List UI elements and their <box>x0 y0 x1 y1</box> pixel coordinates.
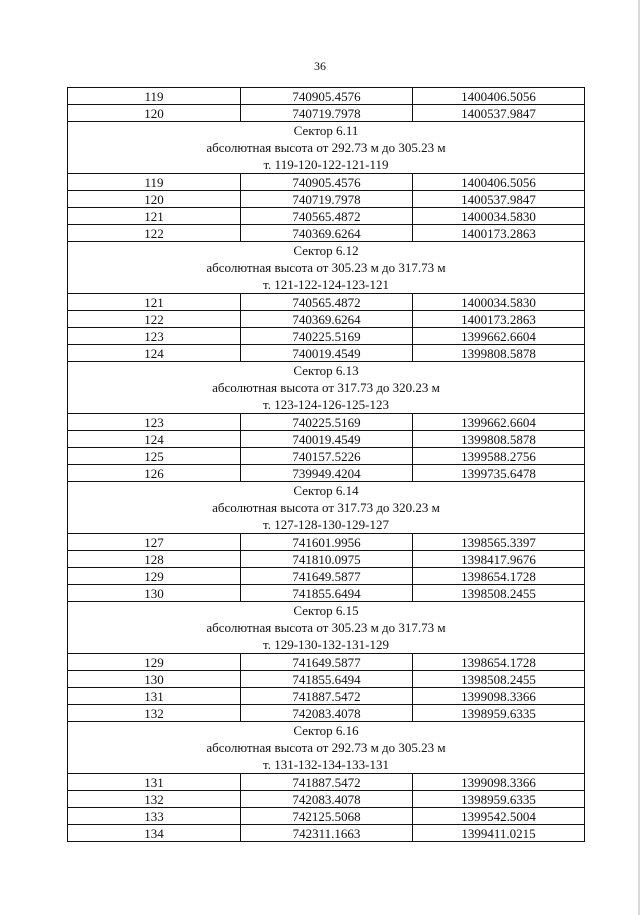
sector-title <box>68 722 585 740</box>
coordinate-y: 1400537.9847 <box>413 191 585 208</box>
sector-altitude <box>68 739 585 756</box>
sector-altitude-cell: абсолютная высота от 305.23 м до 317.73 м <box>68 259 585 276</box>
sector-title <box>68 242 585 260</box>
point-number: 121 <box>68 294 241 311</box>
point-number: 120 <box>68 105 241 122</box>
coordinate-x: 741855.6494 <box>241 585 413 602</box>
sector-altitude-cell: абсолютная высота от 292.73 м до 305.23 м <box>68 139 585 156</box>
table-row <box>68 671 585 688</box>
point-number: 134 <box>68 825 241 842</box>
coordinate-y: 1400173.2863 <box>413 225 585 242</box>
point-number: 128 <box>68 551 241 568</box>
coordinate-y: 1399735.6478 <box>413 465 585 482</box>
sector-title <box>68 122 585 140</box>
coordinate-x: 740019.4549 <box>241 431 413 448</box>
coordinate-y: 1400034.5830 <box>413 294 585 311</box>
table-row <box>68 808 585 825</box>
coordinate-x: 739949.4204 <box>241 465 413 482</box>
table-row <box>68 414 585 431</box>
point-number: 125 <box>68 448 241 465</box>
sector-points <box>68 156 585 174</box>
coordinate-y: 1398654.1728 <box>413 568 585 585</box>
coordinate-x: 740719.7978 <box>241 191 413 208</box>
point-number: 122 <box>68 225 241 242</box>
sector-points <box>68 396 585 414</box>
coordinate-y: 1398959.6335 <box>413 791 585 808</box>
coordinate-y: 1399542.5004 <box>413 808 585 825</box>
point-number: 123 <box>68 328 241 345</box>
coordinate-x: 742083.4078 <box>241 791 413 808</box>
sector-title-cell: Сектор 6.14 <box>68 482 585 500</box>
coordinate-x: 741810.0975 <box>241 551 413 568</box>
table-row <box>68 534 585 551</box>
page-number: 36 <box>314 59 326 73</box>
sector-altitude <box>68 619 585 636</box>
sector-points-cell: т. 121-122-124-123-121 <box>68 276 585 294</box>
point-number: 122 <box>68 311 241 328</box>
coordinate-x: 742311.1663 <box>241 825 413 842</box>
coordinate-x: 740157.5226 <box>241 448 413 465</box>
point-number: 119 <box>68 88 241 105</box>
point-number: 124 <box>68 431 241 448</box>
coordinate-x: 740369.6264 <box>241 311 413 328</box>
sector-altitude <box>68 499 585 516</box>
sector-altitude <box>68 259 585 276</box>
table-row <box>68 551 585 568</box>
sector-altitude <box>68 379 585 396</box>
table-row <box>68 225 585 242</box>
table-row <box>68 191 585 208</box>
coordinate-y: 1400537.9847 <box>413 105 585 122</box>
table-row <box>68 294 585 311</box>
coordinate-y: 1399662.6604 <box>413 414 585 431</box>
coordinate-x: 741601.9956 <box>241 534 413 551</box>
sector-points-cell: т. 131-132-134-133-131 <box>68 756 585 774</box>
coordinate-x: 741887.5472 <box>241 688 413 705</box>
point-number: 124 <box>68 345 241 362</box>
point-number: 126 <box>68 465 241 482</box>
coordinate-x: 740019.4549 <box>241 345 413 362</box>
table-row <box>68 688 585 705</box>
table-row <box>68 568 585 585</box>
table-row <box>68 88 585 105</box>
coordinate-x: 740565.4872 <box>241 294 413 311</box>
sector-points <box>68 516 585 534</box>
point-number: 130 <box>68 585 241 602</box>
table-row <box>68 311 585 328</box>
coordinate-x: 740905.4576 <box>241 88 413 105</box>
point-number: 131 <box>68 774 241 791</box>
coordinate-x: 741649.5877 <box>241 568 413 585</box>
coordinate-y: 1400406.5056 <box>413 174 585 191</box>
coordinate-y: 1399808.5878 <box>413 431 585 448</box>
coordinate-y: 1400173.2863 <box>413 311 585 328</box>
table-row <box>68 791 585 808</box>
table-row <box>68 705 585 722</box>
sector-altitude-cell: абсолютная высота от 317.73 до 320.23 м <box>68 379 585 396</box>
point-number: 129 <box>68 654 241 671</box>
coordinate-x: 740225.5169 <box>241 328 413 345</box>
table-row <box>68 654 585 671</box>
coordinate-y: 1399662.6604 <box>413 328 585 345</box>
sector-points <box>68 636 585 654</box>
table-row <box>68 774 585 791</box>
table-row <box>68 174 585 191</box>
coordinate-x: 740369.6264 <box>241 225 413 242</box>
table-row <box>68 431 585 448</box>
table-row <box>68 448 585 465</box>
table-row <box>68 345 585 362</box>
coordinate-y: 1398654.1728 <box>413 654 585 671</box>
table-row <box>68 208 585 225</box>
sector-points <box>68 276 585 294</box>
sector-altitude-cell: абсолютная высота от 305.23 м до 317.73 м <box>68 619 585 636</box>
point-number: 121 <box>68 208 241 225</box>
table-row <box>68 105 585 122</box>
coordinate-y: 1398417.9676 <box>413 551 585 568</box>
point-number: 129 <box>68 568 241 585</box>
table-row <box>68 825 585 842</box>
point-number: 132 <box>68 705 241 722</box>
point-number: 133 <box>68 808 241 825</box>
coordinate-x: 742125.5068 <box>241 808 413 825</box>
coordinate-x: 741649.5877 <box>241 654 413 671</box>
point-number: 120 <box>68 191 241 208</box>
coordinate-y: 1399098.3366 <box>413 774 585 791</box>
sector-altitude <box>68 139 585 156</box>
sector-altitude-cell: абсолютная высота от 317.73 до 320.23 м <box>68 499 585 516</box>
coordinate-x: 741887.5472 <box>241 774 413 791</box>
sector-title <box>68 482 585 500</box>
coordinate-x: 740565.4872 <box>241 208 413 225</box>
sector-title-cell: Сектор 6.16 <box>68 722 585 740</box>
coordinate-x: 740225.5169 <box>241 414 413 431</box>
sector-points <box>68 756 585 774</box>
table-row <box>68 465 585 482</box>
sector-title <box>68 602 585 620</box>
table-row <box>68 328 585 345</box>
coordinates-table-body <box>68 88 585 842</box>
point-number: 123 <box>68 414 241 431</box>
sector-points-cell: т. 127-128-130-129-127 <box>68 516 585 534</box>
coordinates-table <box>67 87 585 842</box>
point-number: 127 <box>68 534 241 551</box>
coordinate-y: 1398565.3397 <box>413 534 585 551</box>
coordinate-y: 1398508.2455 <box>413 671 585 688</box>
coordinate-y: 1400406.5056 <box>413 88 585 105</box>
coordinate-x: 742083.4078 <box>241 705 413 722</box>
coordinate-y: 1400034.5830 <box>413 208 585 225</box>
coordinate-y: 1399588.2756 <box>413 448 585 465</box>
coordinate-y: 1399098.3366 <box>413 688 585 705</box>
coordinate-x: 740719.7978 <box>241 105 413 122</box>
sector-title <box>68 362 585 380</box>
coordinate-y: 1398959.6335 <box>413 705 585 722</box>
sector-title-cell: Сектор 6.13 <box>68 362 585 380</box>
coordinate-x: 740905.4576 <box>241 174 413 191</box>
point-number: 132 <box>68 791 241 808</box>
point-number: 130 <box>68 671 241 688</box>
point-number: 131 <box>68 688 241 705</box>
table-row <box>68 585 585 602</box>
coordinate-y: 1399808.5878 <box>413 345 585 362</box>
sector-title-cell: Сектор 6.15 <box>68 602 585 620</box>
coordinate-y: 1399411.0215 <box>413 825 585 842</box>
point-number: 119 <box>68 174 241 191</box>
sector-title-cell: Сектор 6.12 <box>68 242 585 260</box>
sector-points-cell: т. 123-124-126-125-123 <box>68 396 585 414</box>
sector-title-cell: Сектор 6.11 <box>68 122 585 140</box>
sector-altitude-cell: абсолютная высота от 292.73 м до 305.23 м <box>68 739 585 756</box>
coordinate-x: 741855.6494 <box>241 671 413 688</box>
coordinate-y: 1398508.2455 <box>413 585 585 602</box>
sector-points-cell: т. 129-130-132-131-129 <box>68 636 585 654</box>
sector-points-cell: т. 119-120-122-121-119 <box>68 156 585 174</box>
